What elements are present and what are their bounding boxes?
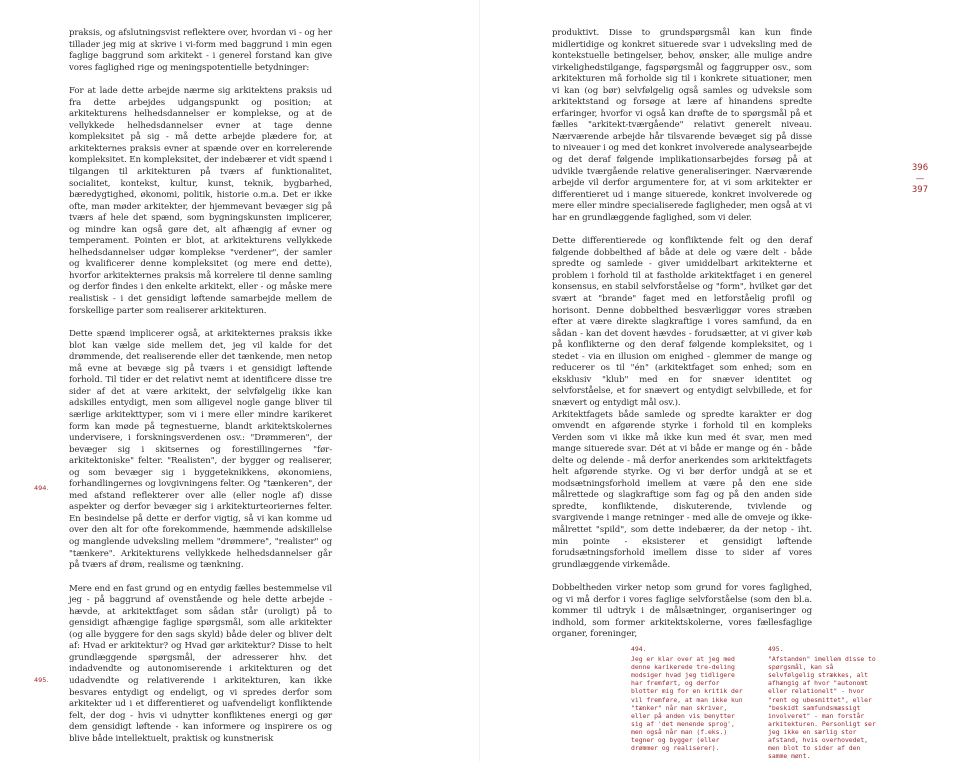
footnote-number: 495. — [768, 645, 784, 653]
page-number-right: 397 — [911, 185, 929, 195]
footnote-text: "Afstanden" imellem disse to spørgsmål, kan så selvfølgelig strækkes, alt afhængig af hvor "autonomt eller relationelt" - hvor "rent og ubesmittet", eller "beskidt samfundsmæssigt involveret" - man forstår arkitekturen. Personligt ser jeg ikke en særlig stor afstand, hvis overhovedet, men blot to sider af den samme mønt. — [768, 655, 876, 761]
left-paragraph-3: Dette spænd implicerer også, at arkitekternes praksis ikke blot kan vælge side mellem det, jeg vil kalde for det drømmende, det realiserende eller det tænkende, men netop må evne at bevæge sig på tværs i et gensidigt løftende forhold. Til tider er det relativt nemt at identificere disse tre sider af det at være arkitekt, der selvfølgelig ikke kan adskilles entydigt, men som alligevel nogle gange bliver til særlige arkitekttyper, som vi i mere eller mindre karikeret form kan møde på tegnestuerne, blandt arkitektskolernes undervisere, i forskningsverdenen osv.: "Drømmeren", der bevæger sig i skitsernes og forestillingernes "før-arkitektoniske" felter. "Realisten", der bygger og realiserer, og som bevæger sig i byggeteknikkens, økonomiens, forhandlingernes og lovgivningens felter. Og "tænkeren", der med afstand reflekterer over alle (eller nogle af) disse aspekter og derfor bevæger sig i arkitekturteoriernes felter. En besindelse på dette er derfor vigtig, så vi kan komme ud over den alt for ofte forekommende, hæmmende adskillelse og manglende udveksling mellem "drømmere", "realister" og "tænkere". Arkitekturens vellykkede helhedsdannelser går på tværs af drøm, realisme og tænkning. — [69, 329, 332, 571]
footnote-marker-494: 494. — [34, 484, 49, 492]
right-paragraph-2: Dette differentierede og konfliktende felt og den deraf følgende dobbelthed af både at dele og være delt - både spredte og samlede - giver umiddelbart arkitekterne et problem i forhold til at fastholde arkitektfaget i en generel konsensus, en stabil selvforståelse og "form", hvilket gør det svært at "brande" faget med en letforståelig profil og horisont. Denne dobbelthed besværliggør vores stræben efter at være direkte slagkraftige i vores samfund, da en sådan - kan det dovent hævdes - forudsætter, at vi giver køb på konflikterne og den deraf følgende kompleksitet, og i stedet - via en illusion om enighed - glemmer de mange og reducerer os til "én" (arkitektfaget som enhed; som en eksklusiv "klub" med en for snæver identitet og selvforståelse, et for snævert og entydigt selvbillede, et for snævert og entydigt mål osv.). — [552, 236, 812, 408]
page-number-left: 396 — [911, 163, 929, 173]
right-paragraph-4: Dobbeltheden virker netop som grund for vores faglighed, og vi må derfor i vores faglige selvforståelse (som den bl.a. kommer til udtryk i de målsætninger, organiseringer og indhold, som former arkitektskolerne, vores fællesfaglige organer, foreninger, — [552, 583, 812, 640]
footnote-marker-495: 495. — [34, 676, 49, 684]
left-paragraph-4: Mere end en fast grund og en entydig fælles bestemmelse vil jeg - på baggrund af ovenstående og hele dette arbejde - hævde, at arkitektfaget som sådan står (uroligt) på to gensidigt afhængige faglige spørgsmål, som alle arkitekter (og alle byggere for den sags skyld) både deler og bliver delt af: Hvad er arkitektur? og Hvad gør arkitektur? Disse to helt grundlæggende spørgsmål, der adresserer hhv. det indadvendte og autonomiserende i arkitekturen og det udadvendte og relativerende i arkitekturen, kan ikke besvares entydigt og endeligt, og vi spredes derfor som arkitekter ud i et differentieret og uafvendeligt konfliktende felt, der dog - hvis vi udnytter konfliktenes energi og gør dem gensidigt løftende - kan informere og inspirere os og blive både intellektuelt, praktisk og kunstnerisk — [69, 583, 332, 744]
right-page — [480, 0, 960, 761]
footnote-text: Jeg er klar over at jeg med denne karikerede tre-deling modsiger hvad jeg tidligere har fremført, og derfor blotter mig for en kritik der vil fremføre, at man ikke kun "tænker" når man skriver, eller på anden vis benytter sig af 'det menende sprog', men også når man (f.eks.) tegner og bygger (eller drømmer og realiserer). — [631, 655, 743, 753]
right-page-text-column — [552, 28, 812, 641]
left-paragraph-2: For at lade dette arbejde nærme sig arkitektens praksis ud fra dette arbejdes udgangspunkt og position; at arkitekturens helhedsdannelser er komplekse, og at de vellykkede helhedsdannelser evner at tage denne kompleksitet på sig - må dette arbejde plædere for, at arkitekternes praksis evner at spænde over en korrelerende kompleksitet. En kompleksitet, der indebærer et vidt spænd i tilgangen til arkitekturen på tværs af funktionalitet, socialitet, kontekst, kultur, kunst, teknik, bygbarhed, bæredygtighed, økonomi, politik, historie o.m.a. Det er ikke ofte, man møder arkitekter, der hjemmevant bevæger sig på tværs af hele det spænd, som bygningskunsten implicerer, og mindre kan også gøre det, alt afhængig af evner og temperament. Pointen er blot, at arkitekturens vellykkede helhedsdannelser udgør komplekse "verdener", der samler og kvalificerer denne kompleksitet (og mere end dette), hvorfor arkitekternes praksis må korrelere til denne samling og derfor findes i den enkelte arkitekt, eller - og måske mere realistisk - i det gensidigt løftende samarbejde mellem de forskellige parter som realiserer arkitekturen. — [69, 86, 332, 316]
footnote-495 — [768, 645, 880, 760]
footnote-number: 494. — [631, 645, 647, 653]
page-number-indicator — [908, 163, 932, 196]
left-page-text-column — [69, 28, 332, 745]
right-paragraph-1: produktivt. Disse to grundspørgsmål kan kun finde midlertidige og konkret situerede svar i udveksling med de kontekstuelle betingelser, behov, ønsker, alle mulige andre virkelighedstilgange, fagspørgsmål og faggrupper osv., som arkitekturen må forholde sig til i konkrete situationer, men vi kan (og bør) selvfølgelig også samles og udveksle som arkitektstand og forsøge at lære af hinandens spredte erfaringer, hvorfor vi også kan drøfte de to spørgsmål på et fælles "arkitekt-tværgående" relativt generelt niveau. Nærværende arbejde hår tilsvarende bevæget sig på disse to niveauer i og med det konkret involverede analysearbejde og det deraf følgende implikationsarbejdes forsøg på at udvikle tværgående relative generaliseringer. Nærværende arbejde vil derfor argumentere for, at vi som arkitekter er differentieret ud i mange situerede, konkret involverede og mere eller mindre specialiserede fagligheder, men også at vi har en grundlæggende faglighed, som vi deler. — [552, 28, 812, 223]
page-number-separator: — — [915, 174, 925, 184]
right-paragraph-3: Arkitektfagets både samlede og spredte karakter er dog omvendt en afgørende styrke i forhold til en kompleks Verden som vi ikke må ikke kun med ét svar, men med mange situerede svar. Dét at vi både er mange og én - både delte og delende - må derfor anerkendes som arkitektfagets helt afgørende styrke. Og vi bør derfor undgå at se et modsætningsforhold imellem at være på den ene side målrettede og slagkraftige som fag og på den anden side spredte, konfliktende, diskuterende, tvivlende og svargivende i mange retninger - med alle de omveje og ikke-målrettet "spild", som dette indebærer, da der netop - iht. min pointe - eksisterer et gensidigt løftende forudsætningsforhold imellem disse to sider af vores grundlæggende virkemåde. — [552, 409, 812, 570]
footnote-494 — [631, 645, 743, 752]
left-paragraph-1: praksis, og afslutningsvist reflektere over, hvordan vi - og her tillader jeg mig at skrive i vi-form med baggrund i min egen faglige baggrund som arkitekt - i generel forstand kan give vores faglighed rige og meningspotentielle betydninger: — [69, 28, 332, 73]
